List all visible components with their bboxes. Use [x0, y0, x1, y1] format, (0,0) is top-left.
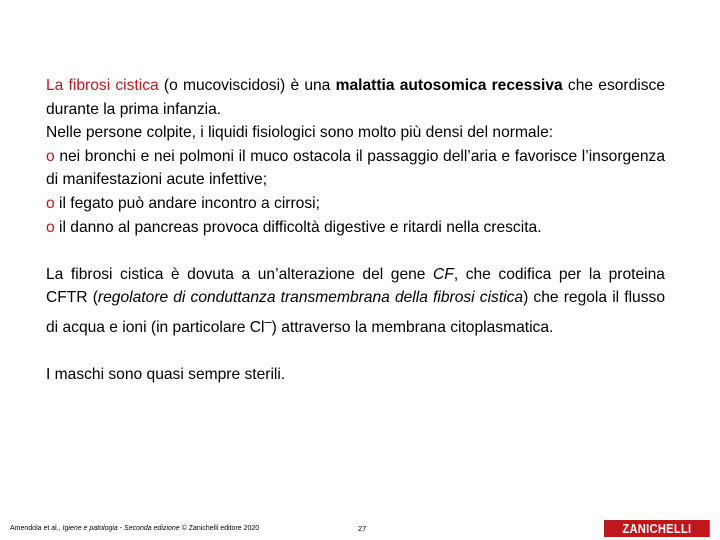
slide-footer	[0, 518, 720, 540]
footer-citation	[10, 524, 259, 533]
bullet-item	[46, 216, 665, 240]
paragraph-spacer	[46, 340, 665, 364]
gene-name: CF	[433, 265, 454, 283]
bullet-text: il fegato può andare incontro a cirrosi;	[54, 194, 320, 212]
bullet-marker: o	[46, 218, 55, 236]
disease-term: La fibrosi cistica	[46, 77, 159, 94]
intro-mid-text: (o mucoviscidosi) è una	[158, 77, 336, 94]
citation-title: Igiene e patologia - Seconda edizione	[62, 525, 180, 532]
genetics-paragraph	[46, 263, 665, 340]
publisher-logo: ZANICHELLI	[604, 520, 710, 537]
bullet-text: il danno al pancreas provoca difficoltà digestive e ritardi nella crescita.	[54, 218, 542, 236]
genetics-middle: , che codifica per la proteina CFTR (	[46, 265, 665, 307]
sterility-paragraph	[46, 363, 665, 387]
sterility-text: I maschi sono quasi sempre sterili.	[46, 366, 286, 384]
genetics-start: La fibrosi cistica è dovuta a un’alterazione del gene	[46, 265, 434, 283]
protein-full-name: regolatore di conduttanza transmembrana della fibrosi cistica	[97, 289, 524, 307]
bullet-marker: o	[46, 194, 55, 212]
paragraph-spacer	[46, 239, 665, 263]
intro-paragraph	[46, 74, 665, 121]
bullet-item	[46, 192, 665, 216]
symptoms-paragraph	[46, 121, 665, 239]
chloride-charge: –	[264, 313, 272, 329]
bullet-marker: o	[46, 147, 55, 165]
symptoms-intro: Nelle persone colpite, i liquidi fisiologici sono molto più densi del normale:	[46, 124, 554, 142]
genetics-tail: ) attraverso la membrana citoplasmatica.	[271, 319, 554, 337]
citation-rest: © Zanichelli editore 2020	[179, 525, 260, 532]
inheritance-highlight: malattia autosomica recessiva	[335, 77, 563, 94]
bullet-item	[46, 145, 665, 192]
genetics-end: ) che regola il flusso di acqua e ioni (in particolare Cl	[46, 289, 665, 337]
intro-rest-text: che esordisce durante la prima infanzia.	[46, 77, 666, 118]
citation-authors: Amendola et al.,	[10, 525, 63, 532]
slide-body	[46, 74, 665, 387]
page-number: 27	[358, 524, 367, 533]
bullet-text: nei bronchi e nei polmoni il muco ostacola il passaggio dell’aria e favorisce l’insorgenza di manifestazioni acute infettive;	[46, 147, 665, 189]
